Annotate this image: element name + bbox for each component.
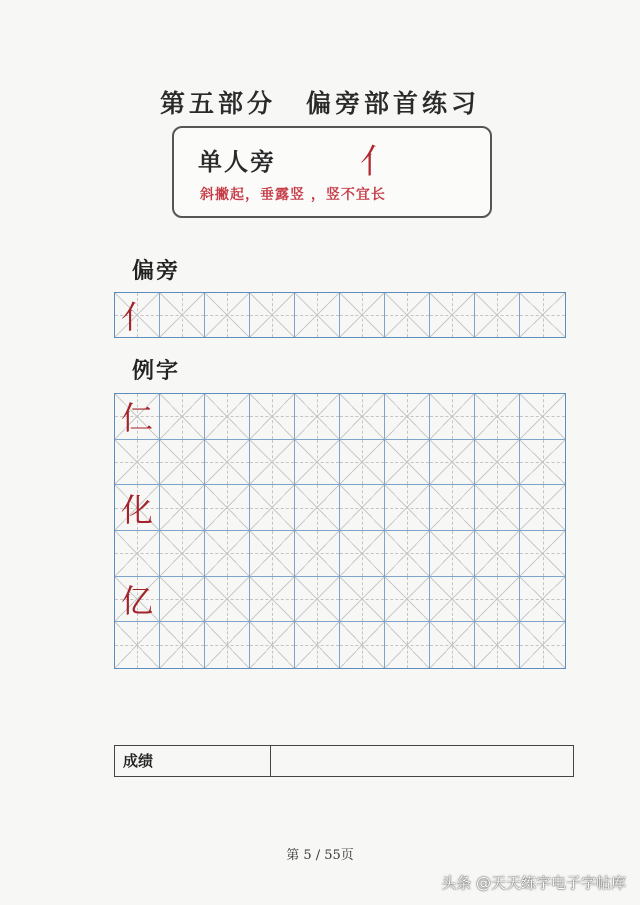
grid-cell[interactable] xyxy=(385,293,430,337)
grid-cell[interactable] xyxy=(160,394,205,440)
grid-cell[interactable] xyxy=(250,622,295,668)
grid-cell[interactable] xyxy=(430,531,475,577)
radical-info-box xyxy=(172,126,492,218)
grid-cell[interactable] xyxy=(160,577,205,623)
score-table xyxy=(114,745,574,777)
grid-cell[interactable] xyxy=(250,394,295,440)
grid-cell[interactable] xyxy=(475,440,520,486)
grid-cell[interactable] xyxy=(115,485,160,531)
grid-cell[interactable] xyxy=(295,577,340,623)
grid-cell[interactable] xyxy=(115,622,160,668)
grid-cell[interactable] xyxy=(205,577,250,623)
grid-cell[interactable] xyxy=(160,531,205,577)
grid-cell[interactable] xyxy=(520,440,565,486)
radical-practice-grid xyxy=(114,292,566,338)
example-section-label: 例字 xyxy=(132,358,181,384)
grid-cell[interactable] xyxy=(160,440,205,486)
model-character: 亻 xyxy=(120,298,153,336)
grid-cell[interactable] xyxy=(520,293,565,337)
grid-cell[interactable] xyxy=(475,394,520,440)
grid-cell[interactable] xyxy=(295,485,340,531)
grid-cell[interactable] xyxy=(520,394,565,440)
grid-cell[interactable] xyxy=(160,485,205,531)
part-label: 第五部分 xyxy=(159,89,276,118)
grid-cell[interactable] xyxy=(340,531,385,577)
grid-cell[interactable] xyxy=(115,440,160,486)
watermark: 头条 @天天练字电子字帖库 xyxy=(441,874,626,892)
grid-cell[interactable] xyxy=(475,531,520,577)
grid-cell[interactable] xyxy=(250,531,295,577)
grid-cell[interactable] xyxy=(295,394,340,440)
radical-tip: 斜撇起，垂露竖 ，竖不宜长 xyxy=(200,187,386,203)
grid-cell[interactable] xyxy=(295,293,340,337)
grid-cell[interactable] xyxy=(160,622,205,668)
grid-cell[interactable] xyxy=(385,622,430,668)
grid-cell[interactable] xyxy=(340,485,385,531)
page-number: 第 5 / 55页 xyxy=(286,848,354,863)
score-field[interactable] xyxy=(271,746,573,776)
grid-cell[interactable] xyxy=(520,577,565,623)
grid-cell[interactable] xyxy=(295,440,340,486)
grid-cell[interactable] xyxy=(250,577,295,623)
grid-cell[interactable] xyxy=(115,577,160,623)
model-character: 亿 xyxy=(120,582,153,620)
grid-cell[interactable] xyxy=(115,293,160,337)
grid-cell[interactable] xyxy=(385,531,430,577)
grid-cell[interactable] xyxy=(385,485,430,531)
example-practice-grid xyxy=(114,393,566,669)
grid-cell[interactable] xyxy=(340,440,385,486)
model-character: 化 xyxy=(120,490,153,529)
grid-cell[interactable] xyxy=(475,293,520,337)
grid-cell[interactable] xyxy=(205,293,250,337)
grid-cell[interactable] xyxy=(385,577,430,623)
grid-cell[interactable] xyxy=(520,622,565,668)
grid-cell[interactable] xyxy=(520,531,565,577)
radical-section-label: 偏旁 xyxy=(132,258,181,284)
grid-cell[interactable] xyxy=(340,293,385,337)
grid-cell[interactable] xyxy=(205,622,250,668)
grid-cell[interactable] xyxy=(430,577,475,623)
grid-cell[interactable] xyxy=(160,293,205,337)
grid-cell[interactable] xyxy=(385,394,430,440)
grid-cell[interactable] xyxy=(205,485,250,531)
grid-cell[interactable] xyxy=(430,394,475,440)
page-title xyxy=(0,84,640,120)
grid-cell[interactable] xyxy=(430,293,475,337)
grid-cell[interactable] xyxy=(340,622,385,668)
grid-cell[interactable] xyxy=(340,577,385,623)
grid-cell[interactable] xyxy=(475,577,520,623)
grid-cell[interactable] xyxy=(250,440,295,486)
grid-cell[interactable] xyxy=(430,440,475,486)
grid-cell[interactable] xyxy=(295,531,340,577)
grid-cell[interactable] xyxy=(430,485,475,531)
grid-cell[interactable] xyxy=(250,485,295,531)
score-label: 成绩 xyxy=(115,746,271,776)
radical-name: 单人旁 xyxy=(198,147,276,176)
grid-cell[interactable] xyxy=(115,394,160,440)
grid-cell[interactable] xyxy=(475,622,520,668)
grid-cell[interactable] xyxy=(430,622,475,668)
grid-cell[interactable] xyxy=(520,485,565,531)
grid-cell[interactable] xyxy=(115,531,160,577)
grid-cell[interactable] xyxy=(295,622,340,668)
model-character: 仁 xyxy=(120,399,153,438)
grid-cell[interactable] xyxy=(385,440,430,486)
radical-glyph: 亻 xyxy=(360,142,394,182)
grid-cell[interactable] xyxy=(250,293,295,337)
grid-cell[interactable] xyxy=(340,394,385,440)
grid-cell[interactable] xyxy=(205,394,250,440)
grid-cell[interactable] xyxy=(205,531,250,577)
grid-cell[interactable] xyxy=(475,485,520,531)
topic-label: 偏旁部首练习 xyxy=(306,89,481,118)
grid-cell[interactable] xyxy=(205,440,250,486)
